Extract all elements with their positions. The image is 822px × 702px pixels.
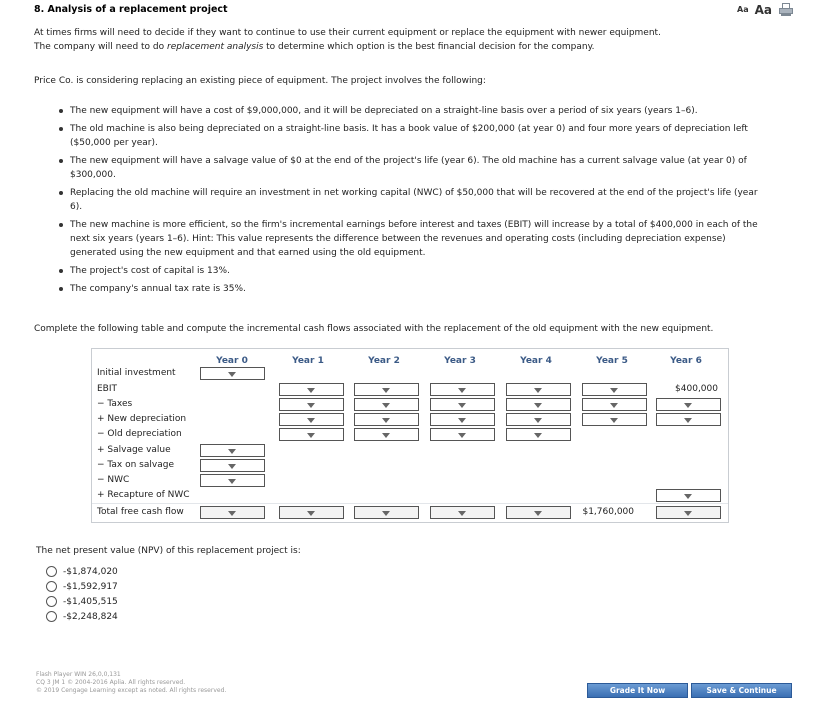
new-depreciation-year1-select[interactable] (279, 413, 344, 426)
save-continue-button[interactable]: Save & Continue (691, 683, 792, 698)
ebit-year2-select[interactable] (354, 383, 419, 396)
row-label-recapture-nwc: + Recapture of NWC (97, 490, 190, 500)
ebit-year3-select[interactable] (430, 383, 495, 396)
year-header: Year 5 (596, 356, 628, 366)
ebit-year4-select[interactable] (506, 383, 571, 396)
old-depreciation-year1-select[interactable] (279, 428, 344, 441)
year-header: Year 3 (444, 356, 476, 366)
list-item: Replacing the old machine will require an investment in net working capital (NWC) of $50,000 that will be recovered at the end of the project's life (year 6). (59, 186, 759, 214)
font-tools (737, 3, 794, 17)
row-label-total-fcf: Total free cash flow (97, 507, 184, 517)
year-header: Year 0 (216, 356, 248, 366)
tax-on-salvage-year0-select[interactable] (200, 459, 265, 472)
row-label-new-depreciation: + New depreciation (97, 414, 187, 424)
nwc-year0-select[interactable] (200, 474, 265, 487)
npv-option-label: -$1,874,020 (63, 566, 118, 577)
year-header: Year 6 (670, 356, 702, 366)
taxes-year2-select[interactable] (354, 398, 419, 411)
npv-option[interactable] (46, 596, 118, 607)
ebit-year1-select[interactable] (279, 383, 344, 396)
row-separator (92, 503, 728, 504)
radio-button[interactable] (46, 581, 57, 592)
npv-option[interactable] (46, 611, 118, 622)
list-item: The new equipment will have a salvage value of $0 at the end of the project's life (year 6). The old machine has a current salvage value (at year 0) of $300,000. (59, 154, 759, 182)
row-label-initial-investment: Initial investment (97, 368, 176, 378)
npv-option-label: -$2,248,824 (63, 611, 118, 622)
list-item: The project's cost of capital is 13%. (59, 264, 759, 278)
npv-option-label: -$1,592,917 (63, 581, 118, 592)
new-depreciation-year5-select[interactable] (582, 413, 647, 426)
total-fcf-year3-select[interactable] (430, 506, 495, 519)
npv-question: The net present value (NPV) of this replacement project is: (36, 546, 301, 556)
total-fcf-year0-select[interactable] (200, 506, 265, 519)
radio-button[interactable] (46, 596, 57, 607)
total-fcf-year2-select[interactable] (354, 506, 419, 519)
increase-font-button[interactable]: Aa (754, 3, 772, 17)
radio-button[interactable] (46, 611, 57, 622)
list-item: The old machine is also being depreciated on a straight-line basis. It has a book value of $200,000 (at year 0) and four more years of depreciation left ($50,000 per year). (59, 122, 759, 150)
assumption-list (59, 104, 759, 300)
year-header: Year 4 (520, 356, 552, 366)
year-header: Year 2 (368, 356, 400, 366)
row-label-ebit: EBIT (97, 384, 118, 394)
scenario-text: Price Co. is considering replacing an existing piece of equipment. The project involves the following: (34, 76, 486, 86)
header (34, 4, 794, 18)
row-label-taxes: − Taxes (97, 399, 133, 409)
total-fcf-year1-select[interactable] (279, 506, 344, 519)
year-header: Year 1 (292, 356, 324, 366)
copyright-footer: Flash Player WIN 26,0,0,131 CQ 3 JM 1 © 2004-2016 Aplia. All rights reserved. © 2019 Cengage Learning except as noted. All rights reserved. (36, 671, 227, 694)
old-depreciation-year3-select[interactable] (430, 428, 495, 441)
new-depreciation-year2-select[interactable] (354, 413, 419, 426)
old-depreciation-year4-select[interactable] (506, 428, 571, 441)
intro-line-2: The company will need to do replacement analysis to determine which option is the best financial decision for the company. (34, 42, 595, 52)
npv-option[interactable] (46, 566, 118, 577)
salvage-value-year0-select[interactable] (200, 444, 265, 457)
taxes-year4-select[interactable] (506, 398, 571, 411)
taxes-year1-select[interactable] (279, 398, 344, 411)
recapture-nwc-year6-select[interactable] (656, 489, 721, 502)
old-depreciation-year2-select[interactable] (354, 428, 419, 441)
new-depreciation-year4-select[interactable] (506, 413, 571, 426)
npv-option-label: -$1,405,515 (63, 596, 118, 607)
initial-investment-year0-select[interactable] (200, 367, 265, 380)
total-fcf-year4-select[interactable] (506, 506, 571, 519)
taxes-year5-select[interactable] (582, 398, 647, 411)
total-fcf-year5-value: $1,760,000 (582, 507, 634, 517)
intro-line-1: At times firms will need to decide if they want to continue to use their current equipment or replace the equipment with newer equipment. (34, 28, 661, 38)
instruction-text: Complete the following table and compute the incremental cash flows associated with the replacement of the old equipment with the new equipment. (34, 324, 714, 334)
grade-it-now-button[interactable]: Grade It Now (587, 683, 688, 698)
ebit-year6-value: $400,000 (675, 384, 718, 394)
ebit-year5-select[interactable] (582, 383, 647, 396)
new-depreciation-year6-select[interactable] (656, 413, 721, 426)
decrease-font-button[interactable]: Aa (737, 5, 749, 14)
list-item: The new equipment will have a cost of $9,000,000, and it will be depreciated on a straight-line basis over a period of six years (years 1–6). (59, 104, 759, 118)
new-depreciation-year3-select[interactable] (430, 413, 495, 426)
radio-button[interactable] (46, 566, 57, 577)
row-label-tax-on-salvage: − Tax on salvage (97, 460, 174, 470)
taxes-year6-select[interactable] (656, 398, 721, 411)
taxes-year3-select[interactable] (430, 398, 495, 411)
list-item: The new machine is more efficient, so the firm's incremental earnings before interest and taxes (EBIT) will increase by a total of $400,000 in each of the next six years (years 1–6). Hint: This value represents the difference between the revenues and operating costs (including depreciation expense) generated using the new equipment and that earned using the old equipment. (59, 218, 759, 260)
npv-option[interactable] (46, 581, 118, 592)
row-label-old-depreciation: − Old depreciation (97, 429, 182, 439)
list-item: The company's annual tax rate is 35%. (59, 282, 759, 296)
total-fcf-year6-select[interactable] (656, 506, 721, 519)
row-label-salvage-value: + Salvage value (97, 445, 171, 455)
row-label-nwc: − NWC (97, 475, 130, 485)
problem-title: 8. Analysis of a replacement project (34, 4, 228, 15)
print-icon[interactable] (778, 3, 794, 16)
